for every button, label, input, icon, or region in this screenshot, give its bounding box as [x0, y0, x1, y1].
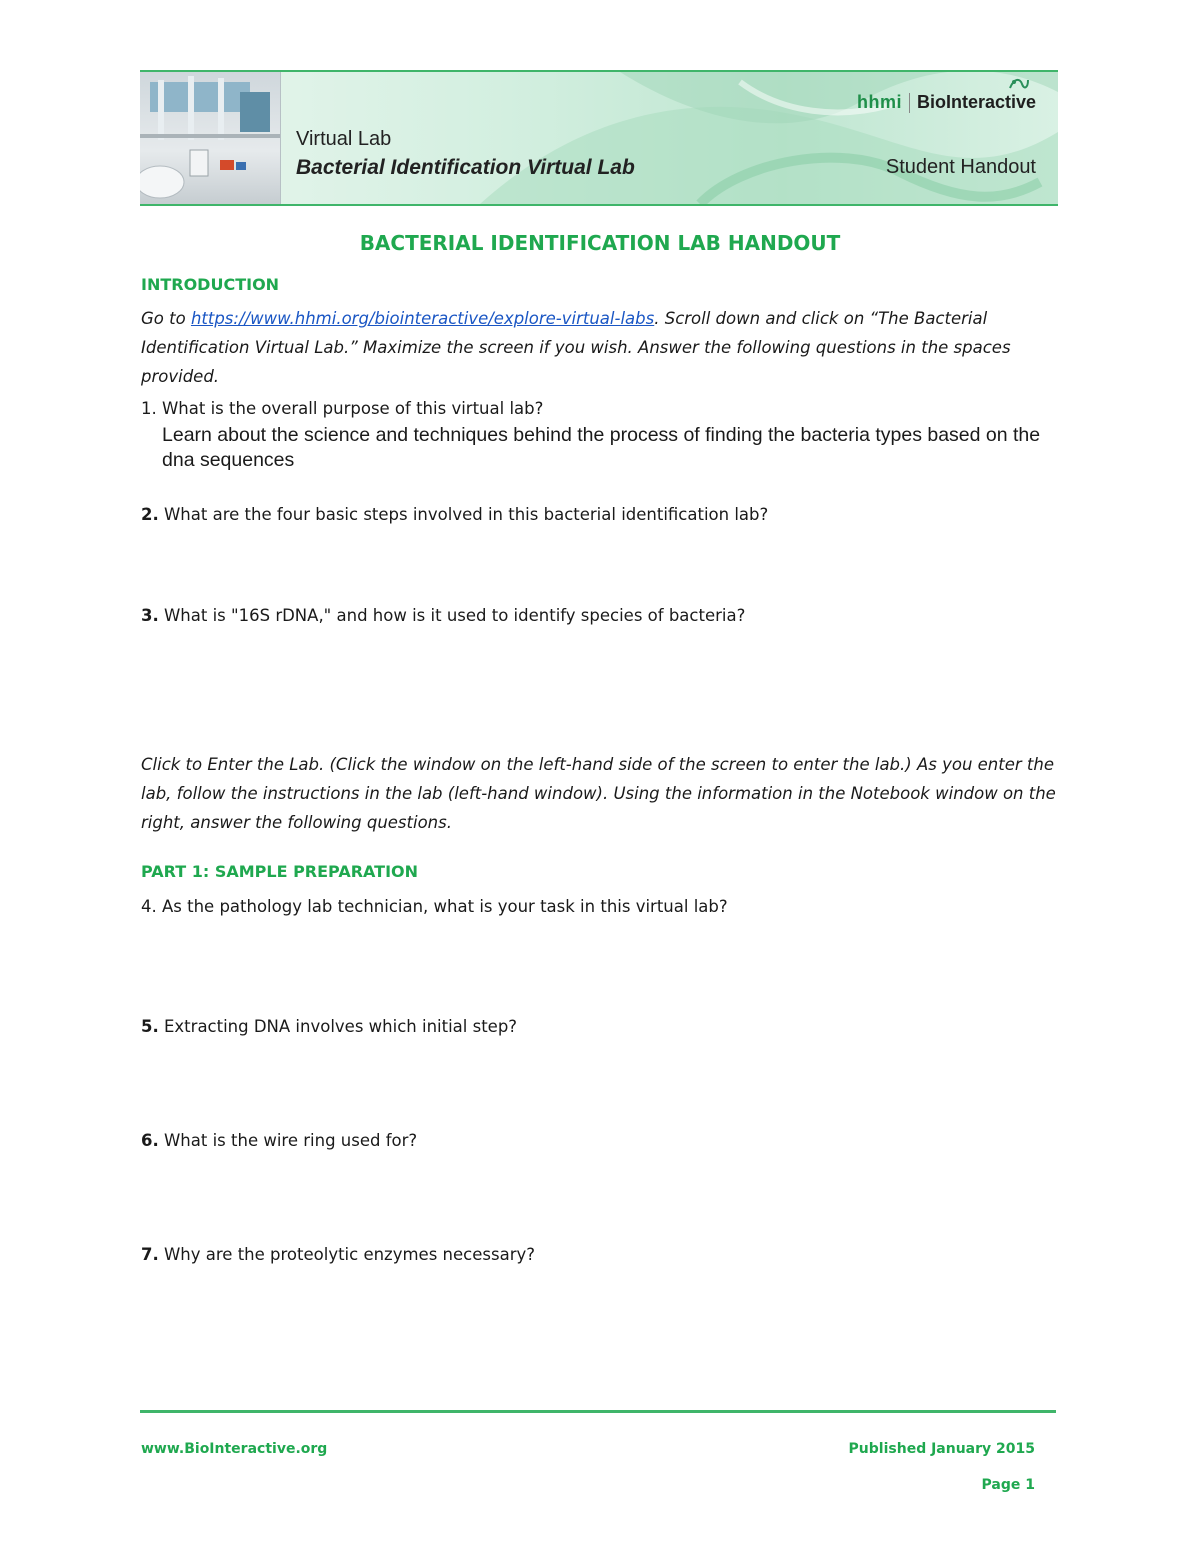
header-banner — [140, 70, 1058, 206]
biointeractive-logo-mark-icon — [1008, 76, 1030, 92]
question-number: 7. — [141, 1245, 159, 1264]
part1-heading: PART 1: SAMPLE PREPARATION — [141, 862, 419, 881]
intro-paragraph — [141, 304, 1061, 391]
question-4 — [141, 897, 1061, 916]
intro-suffix: . Scroll down and click on “The Bacterial Identification Virtual Lab.” Maximize the screen if you wish. Answer the following questions in the spaces provided. — [141, 309, 1011, 386]
question-text: As the pathology lab technician, what is your task in this virtual lab? — [156, 897, 728, 916]
lab-photo — [140, 72, 281, 204]
question-number: 3. — [141, 606, 159, 625]
question-3 — [141, 606, 1061, 625]
answer-1[interactable]: Learn about the science and techniques behind the process of finding the bacteria types based on the dna sequences — [162, 424, 1041, 471]
question-text: What are the four basic steps involved in this bacterial identification lab? — [158, 505, 769, 524]
banner-subtitle: Virtual Lab — [296, 128, 392, 150]
question-text: What is the overall purpose of this virtual lab? — [156, 399, 544, 418]
question-2 — [141, 505, 1061, 524]
question-5 — [141, 1017, 1061, 1036]
footer-published-date: Published January 2015 — [848, 1441, 1035, 1457]
hhmi-biointeractive-logo — [857, 92, 1036, 113]
intro-prefix: Go to — [141, 309, 191, 328]
question-number: 6. — [141, 1131, 159, 1150]
question-text: Why are the proteolytic enzymes necessary? — [158, 1245, 535, 1264]
question-text: What is "16S rDNA," and how is it used to identify species of bacteria? — [158, 606, 746, 625]
intro-heading: INTRODUCTION — [141, 275, 280, 294]
footer-page-number: Page 1 — [981, 1477, 1035, 1493]
banner-lab-name: Bacterial Identification Virtual Lab — [296, 156, 635, 179]
logo-biointeractive-text: BioInteractive — [916, 92, 1036, 112]
question-number: 1. — [141, 399, 157, 418]
question-text: What is the wire ring used for? — [158, 1131, 418, 1150]
logo-hhmi-text: hhmi — [856, 92, 902, 112]
question-number: 2. — [141, 505, 159, 524]
footer-divider — [140, 1410, 1056, 1413]
question-number: 5. — [141, 1017, 159, 1036]
question-7 — [141, 1245, 1061, 1264]
logo-divider — [909, 93, 910, 113]
document-title: BACTERIAL IDENTIFICATION LAB HANDOUT — [359, 231, 841, 255]
virtual-labs-link[interactable]: https://www.hhmi.org/biointeractive/explore-virtual-labs — [190, 309, 655, 328]
question-text: Extracting DNA involves which initial step? — [158, 1017, 518, 1036]
enter-lab-paragraph: Click to Enter the Lab. (Click the window on the left-hand side of the screen to enter the lab.) As you enter the lab, follow the instructions in the lab (left-hand window). Using the information in the Notebook window on the right, answer the following questions. — [141, 755, 1056, 832]
question-6 — [141, 1131, 1061, 1150]
question-number: 4. — [141, 897, 157, 916]
footer-website[interactable]: www.BioInteractive.org — [141, 1441, 328, 1457]
question-1 — [141, 399, 1061, 418]
banner-student-handout: Student Handout — [885, 156, 1036, 178]
